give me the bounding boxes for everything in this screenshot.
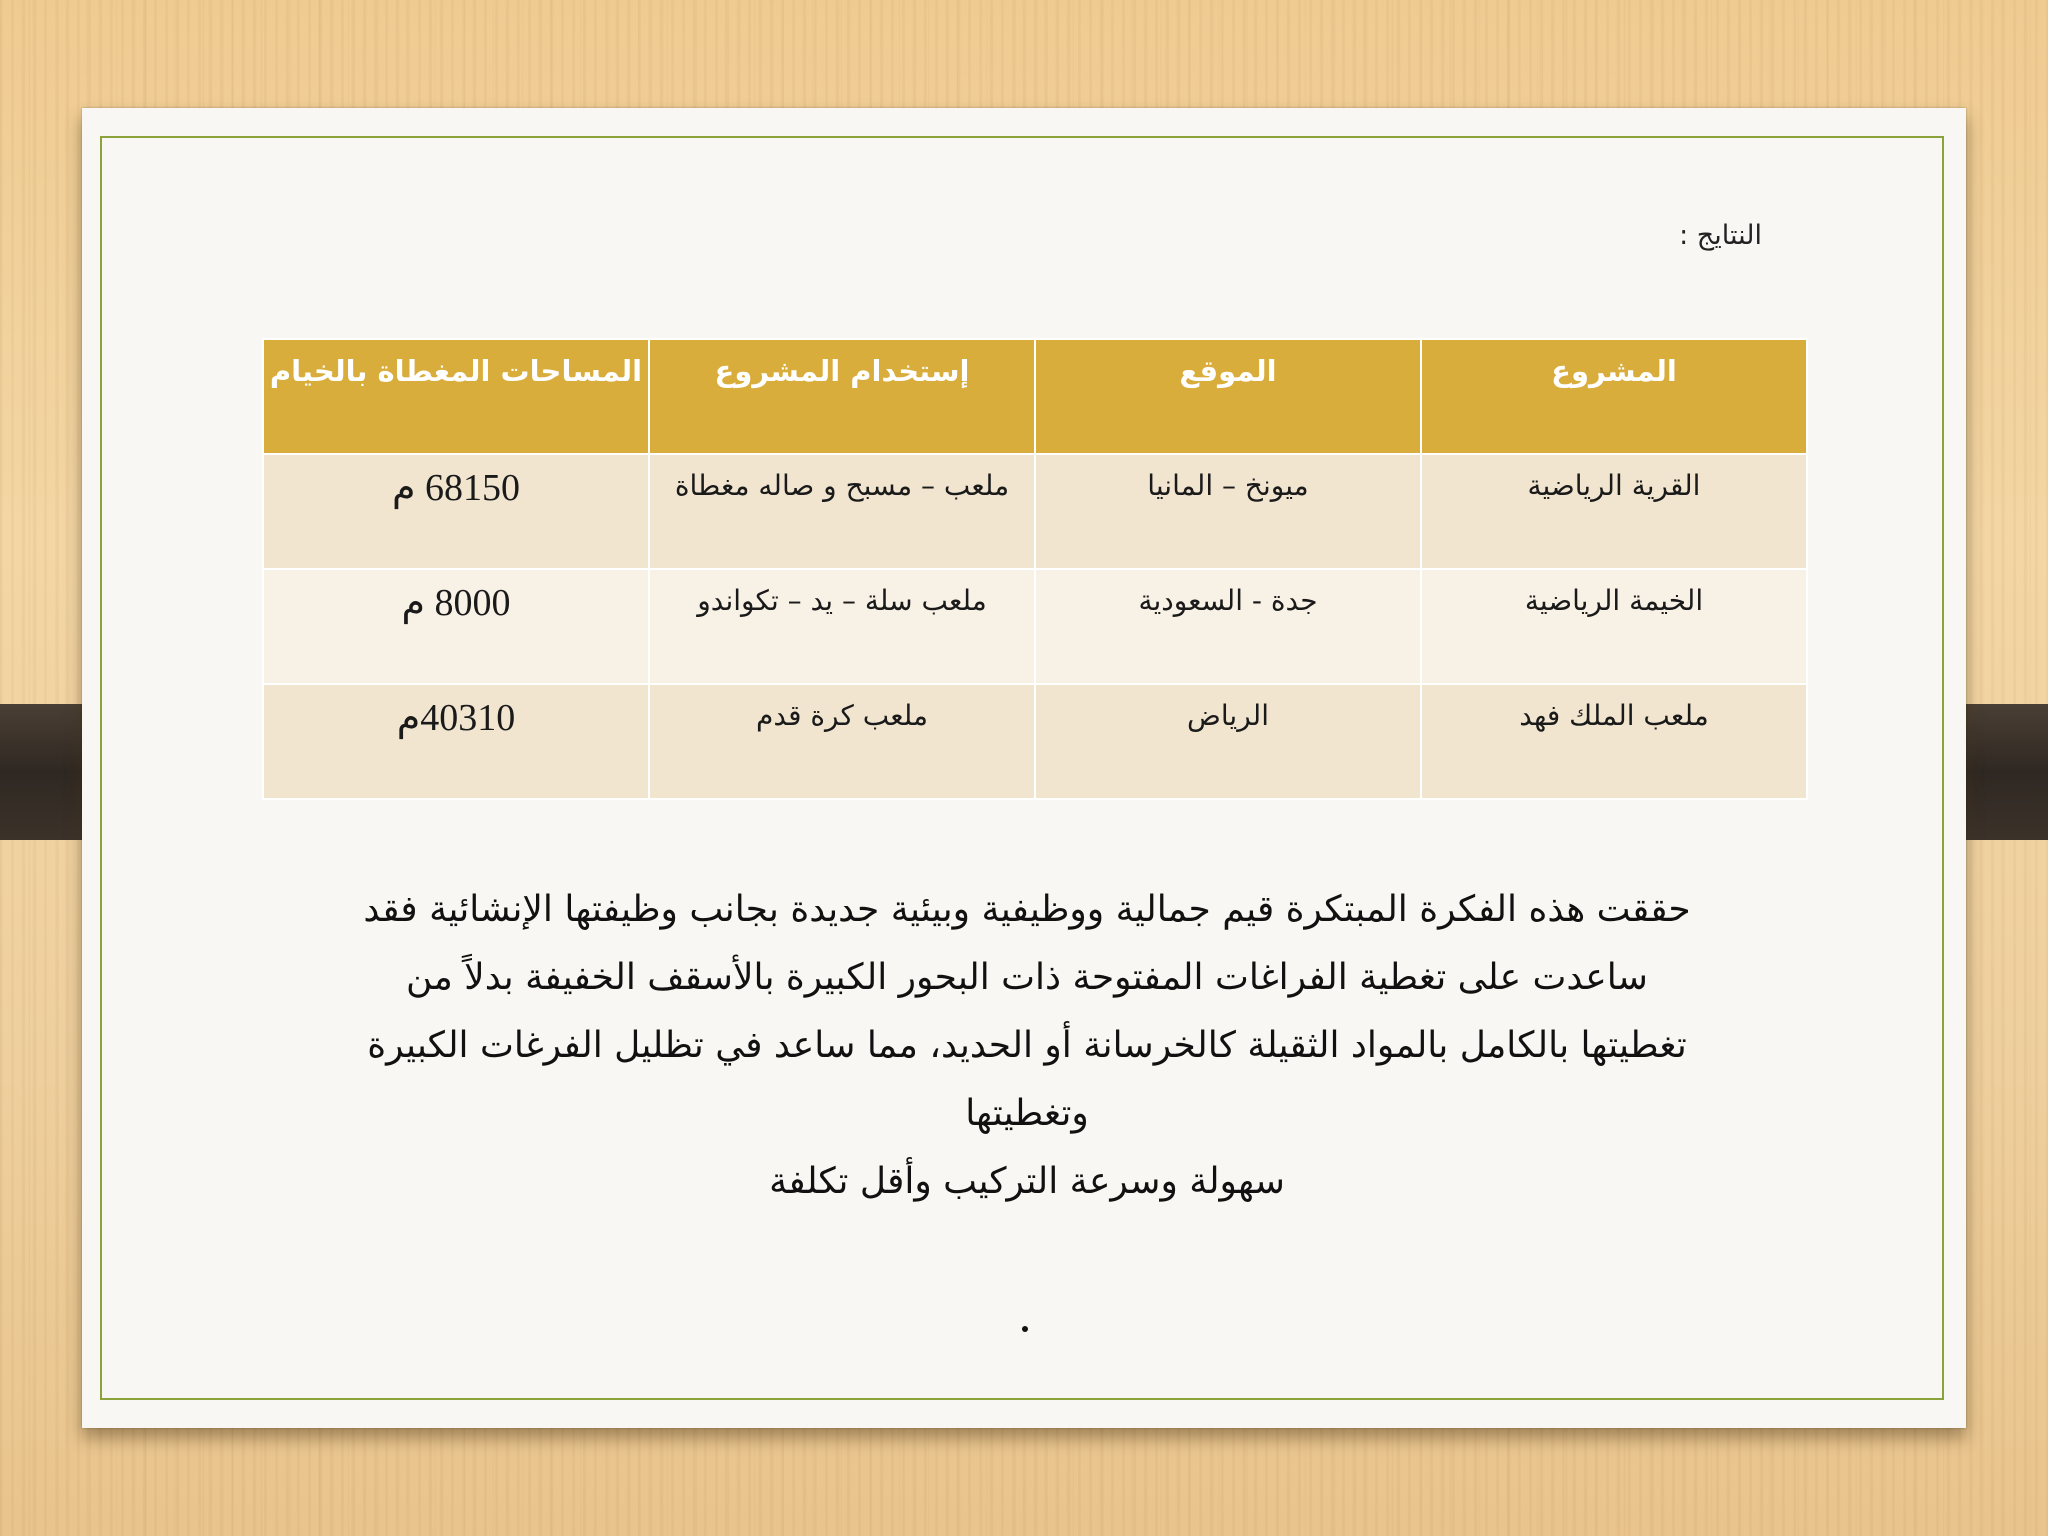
second-line: سهولة وسرعة التركيب وأقل تكلفة: [769, 1161, 1285, 1202]
slide-card: [82, 108, 1966, 1428]
cell-covered-area: 8000 م: [263, 569, 649, 684]
paragraph-line: حققت هذه الفكرة المبتكرة قيم جمالية ووظيفية وبيئية جديدة بجانب وظيفتها الإنشائية فقد: [363, 889, 1691, 930]
table-row: [263, 569, 1807, 684]
paragraph-line: تغطيتها بالكامل بالمواد الثقيلة كالخرسانة أو الحديد، مما ساعد في تظليل الفرغات الكبيرة: [367, 1025, 1687, 1066]
body-text: [232, 876, 1822, 1216]
table-header-row: [263, 339, 1807, 454]
trailing-dot: [1022, 1326, 1028, 1332]
cell-location: ميونخ – المانيا: [1035, 454, 1421, 569]
cell-usage: ملعب – مسبح و صاله مغطاة: [649, 454, 1035, 569]
cell-location: جدة - السعودية: [1035, 569, 1421, 684]
table-row: [263, 684, 1807, 799]
paragraph-line: وتغطيتها: [965, 1093, 1089, 1134]
cell-usage: ملعب كرة قدم: [649, 684, 1035, 799]
cell-usage: ملعب سلة – يد – تكواندو: [649, 569, 1035, 684]
table-row: [263, 454, 1807, 569]
header-covered-area: المساحات المغطاة بالخيام: [263, 339, 649, 454]
cell-project: ملعب الملك فهد: [1421, 684, 1807, 799]
header-usage: إستخدام المشروع: [649, 339, 1035, 454]
cell-covered-area: 40310م: [263, 684, 649, 799]
section-label: النتايج :: [1679, 220, 1762, 251]
header-location: الموقع: [1035, 339, 1421, 454]
cell-project: الخيمة الرياضية: [1421, 569, 1807, 684]
cell-location: الرياض: [1035, 684, 1421, 799]
cell-project: القرية الرياضية: [1421, 454, 1807, 569]
paragraph-line: ساعدت على تغطية الفراغات المفتوحة ذات البحور الكبيرة بالأسقف الخفيفة بدلاً من: [406, 957, 1648, 998]
results-table: [262, 338, 1808, 800]
cell-covered-area: 68150 م: [263, 454, 649, 569]
header-project: المشروع: [1421, 339, 1807, 454]
